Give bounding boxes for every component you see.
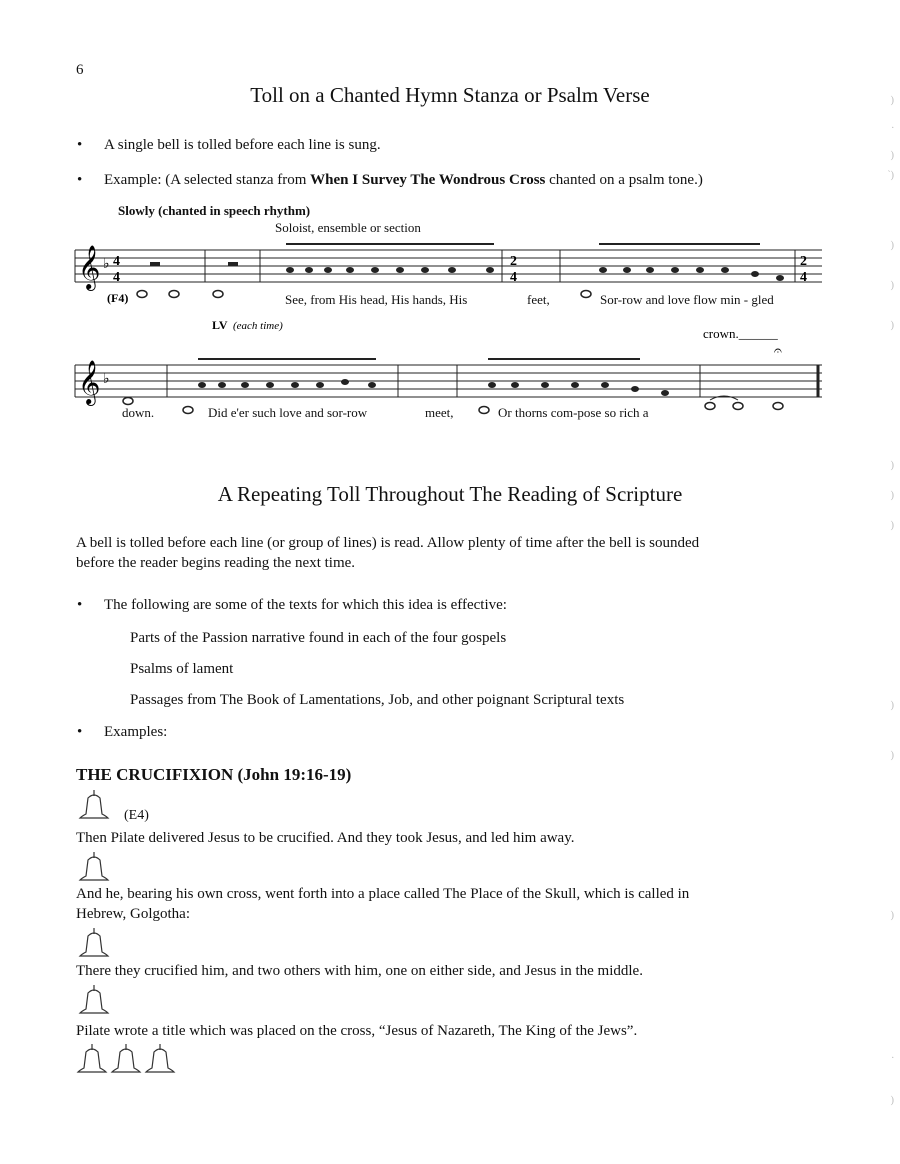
bullet-example (77, 172, 703, 189)
note (696, 267, 704, 273)
treble-clef: 𝄞 (78, 362, 101, 404)
section-title-chanted-hymn: Toll on a Chanted Hymn Stanza or Psalm Verse (250, 83, 650, 107)
treble-clef: 𝄞 (78, 247, 101, 289)
note (448, 267, 456, 273)
tempo-marking: Slowly (chanted in speech rhythm) (118, 203, 311, 218)
example-hymn-title: When I Survey The Wondrous Cross (310, 172, 546, 188)
text-item: Passages from The Book of Lamentations, Job, and other poignant Scriptural texts (130, 692, 625, 708)
crown-lyric: crown.______ (703, 326, 778, 341)
note (346, 267, 354, 273)
scripture-line: Hebrew, Golgotha: (76, 906, 190, 922)
text-item: Parts of the Passion narrative found in each of the four gospels (130, 630, 507, 646)
whole-rest (228, 262, 238, 266)
note (421, 267, 429, 273)
bell-icon (78, 850, 110, 884)
staff-system-2 (75, 365, 822, 397)
note (721, 267, 729, 273)
fermata: 𝄐 (774, 344, 782, 359)
lyric-line: meet, (425, 405, 454, 420)
bullet-text: A single bell is tolled before each line is sung. (104, 137, 381, 153)
lyric-line: feet, (527, 292, 550, 307)
note (623, 267, 631, 273)
note (371, 267, 379, 273)
time-signature-bottom: 4 (113, 270, 120, 285)
time-signature-top: 2 (510, 254, 517, 269)
note (601, 382, 609, 388)
note (341, 379, 349, 385)
note (368, 382, 376, 388)
staff-system-1 (75, 250, 822, 282)
music-score (0, 230, 900, 480)
note (396, 267, 404, 273)
flat-sign: ♭ (103, 257, 110, 272)
note (511, 382, 519, 388)
bullet-dot: • (77, 597, 83, 613)
scripture-line: There they crucified him, and two others with him, one on either side, and Jesus in the middle. (76, 963, 643, 979)
lv-label: LV (212, 318, 228, 332)
bell-icon (78, 788, 110, 822)
time-signature-bottom: 4 (800, 270, 807, 285)
bullet-single-bell (77, 137, 381, 154)
bell-icon (78, 983, 110, 1017)
note (324, 267, 332, 273)
scripture-line: And he, bearing his own cross, went forth into a place called The Place of the Skull, which is called in (76, 886, 690, 902)
bullet-examples (77, 724, 168, 741)
time-signature-top: 2 (800, 254, 807, 269)
note (266, 382, 274, 388)
note (751, 271, 759, 277)
lyric-line: Or thorns com-pose so rich a (498, 405, 649, 420)
intro-line-2: before the reader begins reading the next time. (76, 555, 356, 571)
note (541, 382, 549, 388)
bell-pitch-label: (F4) (107, 291, 129, 305)
note (488, 382, 496, 388)
note (661, 390, 669, 396)
note (671, 267, 679, 273)
bullet-dot: • (77, 724, 83, 740)
bullet-text: The following are some of the texts for which this idea is effective: (104, 597, 507, 613)
note (776, 275, 784, 281)
note (646, 267, 654, 273)
note (486, 267, 494, 273)
lyric-line: Sor-row and love flow min - gled (600, 292, 774, 307)
performer-marking: Soloist, ensemble or section (275, 220, 421, 235)
example-suffix: chanted on a psalm tone.) (545, 172, 703, 188)
bullet-dot: • (77, 172, 83, 188)
note (316, 382, 324, 388)
flat-sign: ♭ (103, 372, 110, 387)
note (198, 382, 206, 388)
scripture-line: Then Pilate delivered Jesus to be crucified. And they took Jesus, and led him away. (76, 830, 575, 846)
bell-icon-group (76, 1042, 180, 1076)
lyric-line: Did e'er such love and sor-row (208, 405, 368, 420)
scripture-line: Pilate wrote a title which was placed on the cross, “Jesus of Nazareth, The King of the Jews”. (76, 1023, 638, 1039)
lv-note: (each time) (233, 320, 283, 332)
chant-notes-system-2 (198, 379, 669, 396)
note (571, 382, 579, 388)
text-item: Psalms of lament (130, 661, 234, 677)
note (218, 382, 226, 388)
time-signature-bottom: 4 (510, 270, 517, 285)
bullet-dot: • (77, 137, 83, 153)
note (305, 267, 313, 273)
note (286, 267, 294, 273)
crucifixion-heading: THE CRUCIFIXION (John 19:16-19) (76, 765, 352, 784)
bell-pitch-e4: (E4) (124, 808, 149, 823)
note (241, 382, 249, 388)
section-title-repeating-toll: A Repeating Toll Throughout The Reading of Scripture (217, 482, 683, 506)
bullet-texts (77, 597, 507, 614)
note (291, 382, 299, 388)
lyric-line: See, from His head, His hands, His (285, 292, 468, 307)
time-signature-top: 4 (113, 254, 120, 269)
page-number: 6 (76, 62, 84, 78)
lyric-line: down. (122, 405, 155, 420)
note (631, 386, 639, 392)
bullet-text: Examples: (104, 724, 168, 740)
intro-line-1: A bell is tolled before each line (or group of lines) is read. Allow plenty of time after the bell is sounded (76, 535, 700, 551)
example-prefix: Example: (A selected stanza from (104, 172, 311, 188)
bell-icon (78, 926, 110, 960)
note (599, 267, 607, 273)
whole-rest (150, 262, 160, 266)
